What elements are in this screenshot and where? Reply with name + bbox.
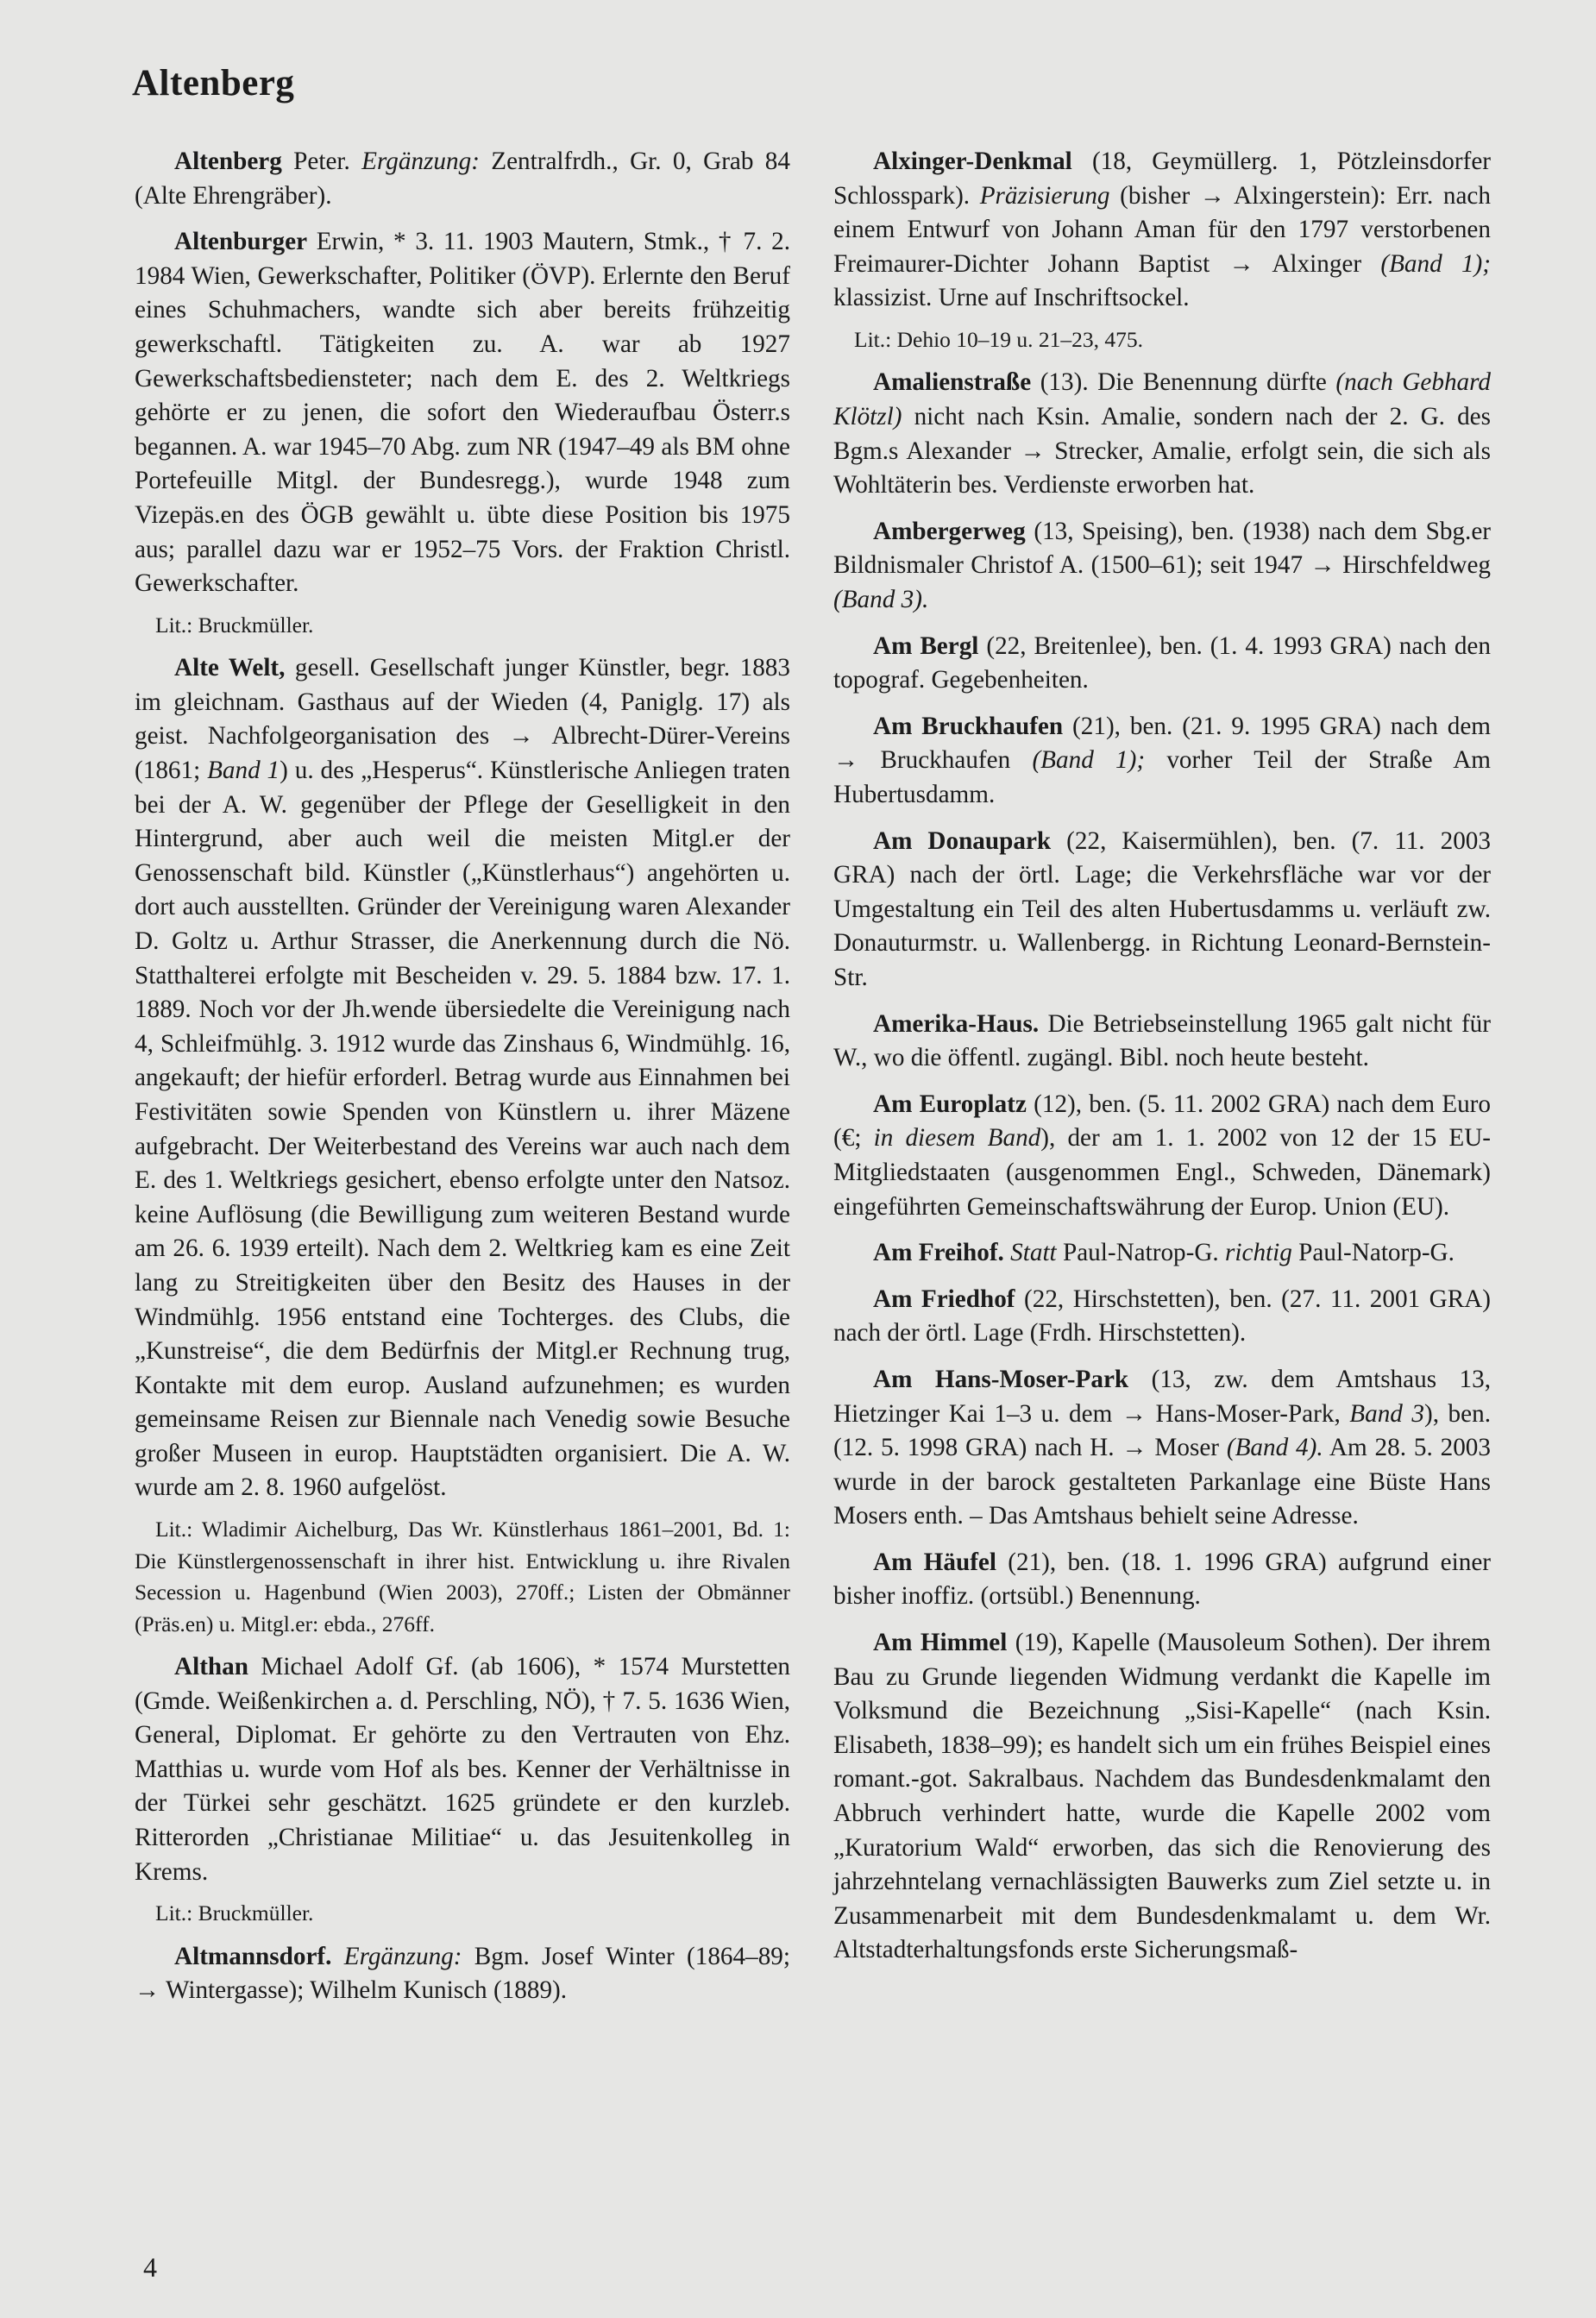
lexicon-entry [833, 1236, 1491, 1271]
lexicon-entry [135, 1650, 790, 1889]
entry-italic-text: richtig [1225, 1239, 1292, 1267]
entry-text: Am 28. 5. 2003 wurde in der barock gestalteten Parkanlage eine Büste Hans Mosers enth. – Das Amtshaus behielt seine Adresse. [833, 1434, 1491, 1530]
entry-text: (21), ben. (21. 9. 1995 GRA) nach dem → Bruckhaufen [833, 712, 1491, 775]
lexicon-entry [135, 225, 790, 601]
entry-headword: Amalienstraße [873, 368, 1032, 397]
entry-text: Bgm. Josef Winter (1864–89; → Wintergasse); Wilhelm Kunisch (1889). [135, 1942, 791, 2005]
entry-headword: Am Europlatz [873, 1090, 1027, 1118]
entry-text: (19), Kapelle (Mausoleum Sothen). Der ihrem Bau zu Grunde liegenden Widmung verdankt die Kapelle im Volksmund die Bezeichnung „Sisi-Kapelle“ (nach Ksin. Elisabeth, 1838–99); es handelt sich um ein frühes Beispiel eines romant.-got. Sakralbaus. Nachdem das Bundesdenkmalamt den Abbruch verhindert hatte, wurde die Kapelle 2002 vom „Kuratorium Wald“ erworben, das sich die Renovierung des jahrzehntelang vernachlässigten Bauwerks zum Ziel setzte u. in Zusammenarbeit mit dem Bundesdenkmalamt u. dem Wr. Altstadterhaltungsfonds erste Sicherungsmaß- [833, 1629, 1491, 1964]
entry-headword: Am Bergl [873, 631, 979, 660]
entry-text: (21), ben. (18. 1. 1996 GRA) aufgrund einer bisher inoffiz. (ortsübl.) Benennung. [833, 1548, 1491, 1611]
entry-text: (12), ben. (5. 11. 2002 GRA) nach dem Euro (€; [833, 1090, 1491, 1153]
entry-text: (22, Kaisermühlen), ben. (7. 11. 2003 GRA) nach der örtl. Lage; die Verkehrsfläche war vor der Umgestaltung ein Teil des alten Hubertusdamms u. verläuft zw. Donauturmstr. u. Wallenbergg. in Richtung Leonard-Bernstein-Str. [833, 826, 1491, 991]
entry-text: Zentralfrdh., Gr. 0, Grab 84 (Alte Ehrengräber). [135, 148, 790, 210]
entry-headword: Altenberg [174, 148, 282, 175]
entry-headword: Amerika-Haus. [873, 1009, 1040, 1038]
lexicon-entry [135, 1940, 790, 2008]
page-number: 4 [143, 2252, 157, 2283]
entry-italic-text: in diesem Band [873, 1124, 1041, 1153]
entry-text: Peter. [281, 148, 362, 175]
entry-headword: Am Donaupark [873, 826, 1052, 855]
entry-text: klassizist. Urne auf Inschriftsockel. [833, 284, 1190, 312]
entry-italic-text: Band 3 [1349, 1399, 1425, 1428]
entry-text: (18, Geymüllerg. 1, Pötzleinsdorfer Schlosspark). [833, 148, 1491, 210]
entry-text: vorher Teil der Straße Am Hubertusdamm. [833, 746, 1491, 808]
entry-text: (bisher → Alxingerstein): Err. nach einem Entwurf von Johann Aman für den 1797 verstorbenen Freimaurer-Dichter Johann Baptist → Alxinger [833, 181, 1491, 278]
entry-text: (13, zw. dem Amtshaus 13, Hietzinger Kai 1–3 u. dem → Hans-Moser-Park, [833, 1365, 1492, 1428]
entry-text: Paul-Natorp-G. [1291, 1239, 1455, 1267]
entry-text: ), der am 1. 1. 2002 von 12 der 15 EU-Mitgliedstaaten (ausgenommen Engl., Schweden, Dänemark) eingeführten Gemeinschaftswährung der Europ. Union (EU). [833, 1124, 1491, 1221]
entry-italic-text: Band 1 [207, 757, 280, 784]
lexicon-entry [833, 1008, 1491, 1076]
entry-italic-text: (Band 3). [833, 586, 929, 614]
lexicon-entry [135, 651, 790, 1505]
entry-italic-text: (Band 1); [1380, 249, 1491, 278]
entry-text: ) u. des „Hesperus“. Künstlerische Anliegen traten bei der A. W. gegenüber der Pflege der Geselligkeit in den Hintergrund, aber auch weil die meisten Mitgl.er der Genossenschaft bild. Künstler („Künstlerhaus“) angehörten u. dort auch ausstellten. Gründer der Vereinigung waren Alexander D. Goltz u. Arthur Strasser, die Anerkennung durch die Nö. Statthalterei erfolgte mit Bescheiden v. 29. 5. 1884 bzw. 17. 1. 1889. Noch vor der Jh.wende übersiedelte die Vereinigung nach 4, Schleifmühlg. 3. 1912 wurde das Zinshaus 6, Windmühlg. 16, angekauft; der hiefür erforderl. Betrag wurde aus Einnahmen bei Festivitäten sowie Spenden von Künstlern u. ihrer Mäzene aufgebracht. Der Weiterbestand des Vereins war auch nach dem E. des 1. Weltkriegs gesichert, ebenso erfolgte unter den Natsoz. keine Auflösung (die Bewilligung zum weiteren Bestand wurde am 26. 6. 1939 erteilt). Nach dem 2. Weltkrieg kam es eine Zeit lang zu Streitigkeiten über den Besitz des Hauses in der Windmühlg. 1956 entstand eine Tochterges. des Clubs, die „Kunstreise“, die dem Bedürfnis der Mitgl.er Rechnung trug, Kontakte mit dem europ. Ausland aufzunehmen; es wurden gemeinsame Reisen zur Biennale nach Venedig sowie Besuche großer Museen in europ. Hauptstädten organisiert. Die A. W. wurde am 2. 8. 1960 aufgelöst. [135, 757, 790, 1502]
entry-italic-text: (Band 1); [1032, 746, 1146, 775]
entry-headword: Am Freihof. [873, 1239, 1004, 1267]
lexicon-entry [833, 515, 1491, 618]
entry-headword: Am Himmel [873, 1629, 1008, 1657]
entry-text: Die Betriebseinstellung 1965 galt nicht für W., wo die öffentl. zugängl. Bibl. noch heute besteht. [833, 1009, 1491, 1072]
left-column [135, 145, 790, 2020]
entry-headword: Ambergerweg [873, 517, 1026, 545]
lexicon-entry [833, 710, 1491, 813]
lexicon-entry [833, 366, 1491, 502]
entry-text: (22, Breitenlee), ben. (1. 4. 1993 GRA) nach den topograf. Gegebenheiten. [833, 631, 1491, 694]
entry-text: ), ben. (12. 5. 1998 GRA) nach H. → Moser [833, 1399, 1491, 1462]
entry-text: Paul-Natrop-G. [1056, 1239, 1226, 1267]
literature-reference: Lit.: Dehio 10–19 u. 21–23, 475. [854, 326, 1144, 352]
entry-text: gesell. Gesellschaft junger Künstler, begr. 1883 im gleichnam. Gasthaus auf der Wieden (4, Paniglg. 17) als geist. Nachfolgeorganisation des → Albrecht-Dürer-Vereins (1861; [135, 654, 790, 784]
lexicon-entry [833, 1626, 1491, 1968]
page-header-title: Altenberg [132, 63, 295, 104]
entry-text: (13, Speising), ben. (1938) nach dem Sbg.er Bildnismaler Christof A. (1500–61); seit 1947 → Hirschfeldweg [833, 517, 1491, 580]
entry-text: nicht nach Ksin. Amalie, sondern nach der 2. G. des Bgm.s Alexander → Strecker, Amalie, erfolgt sein, die sich als Wohltäterin bes. Verdienste erworben hat. [833, 403, 1491, 499]
lexicon-entry [833, 630, 1491, 698]
entry-text: (22, Hirschstetten), ben. (27. 11. 2001 GRA) nach der örtl. Lage (Frdh. Hirschstetten). [833, 1285, 1491, 1347]
lexicon-entry [135, 145, 790, 213]
entry-headword: Am Bruckhaufen [873, 712, 1064, 740]
lexicon-entry [833, 825, 1491, 996]
lexicon-entry [833, 1363, 1491, 1534]
literature-reference: Lit.: Bruckmüller. [155, 1900, 314, 1926]
entry-text: Erwin, * 3. 11. 1903 Mautern, Stmk., † 7. 2. 1984 Wien, Gewerkschafter, Politiker (ÖVP). Erlernte den Beruf eines Schuhmachers, wandte sich aber bereits frühzeitig gewerkschaftl. Tätigkeiten zu. A. war ab 1927 Gewerkschaftsbediensteter; nach dem E. des 2. Weltkriegs gehörte er zu jenen, die sofort den Wiederaufbau Österr.s begannen. A. war 1945–70 Abg. zum NR (1947–49 als BM ohne Portefeuille Mitgl. der Bundesregg.), wurde 1948 zum Vizepäs.en des ÖGB gewählt u. übte diese Position bis 1975 aus; parallel dazu war er 1952–75 Vors. der Fraktion Christl. Gewerkschafter. [135, 228, 790, 598]
entry-italic-text: (Band 4). [1226, 1434, 1323, 1462]
entry-text [331, 1943, 343, 1970]
entry-headword: Am Friedhof [873, 1285, 1015, 1313]
literature-reference: Lit.: Bruckmüller. [155, 612, 314, 638]
entry-headword: Altenburger [174, 228, 308, 256]
entry-italic-text: (nach Gebhard Klötzl) [833, 368, 1492, 431]
entry-italic-text: Präzisierung [979, 181, 1110, 210]
entry-headword: Alxinger-Denkmal [873, 148, 1072, 175]
lexicon-entry [833, 1546, 1491, 1614]
entry-italic-text: Ergänzung: [361, 148, 480, 175]
literature-reference: Lit.: Wladimir Aichelburg, Das Wr. Künstlerhaus 1861–2001, Bd. 1: Die Künstlergenossenschaft in ihrer hist. Entwicklung u. ihre Rivalen Secession u. Hagenbund (Wien 2003), 270ff.; Listen der Obmänner (Präs.en) u. Mitgl.er: ebda., 276ff. [135, 1517, 790, 1636]
entry-italic-text: Ergänzung: [343, 1942, 462, 1970]
entry-headword: Alte Welt, [174, 654, 286, 682]
entry-text: (13). Die Benennung dürfte [1031, 368, 1336, 397]
right-column [833, 145, 1491, 1980]
lexicon-entry [833, 1088, 1491, 1224]
entry-headword: Althan [174, 1653, 248, 1681]
lexicon-entry [833, 145, 1491, 316]
entry-text: Michael Adolf Gf. (ab 1606), * 1574 Murstetten (Gmde. Weißenkirchen a. d. Perschling, NÖ), † 7. 5. 1636 Wien, General, Diplomat. Er gehörte zu den Vertrauten von Ehz. Matthias u. wurde vom Hof als bes. Kenner der Verhältnisse in der Türkei sehr geschätzt. 1625 gründete er den kurzleb. Ritterorden „Christianae Militiae“ u. das Jesuitenkolleg in Krems. [135, 1653, 790, 1886]
entry-headword: Altmannsdorf. [174, 1942, 332, 1970]
lexicon-entry [833, 1283, 1491, 1351]
entry-italic-text: Statt [1010, 1239, 1057, 1267]
entry-headword: Am Hans-Moser-Park [873, 1365, 1129, 1393]
entry-headword: Am Häufel [873, 1548, 996, 1576]
